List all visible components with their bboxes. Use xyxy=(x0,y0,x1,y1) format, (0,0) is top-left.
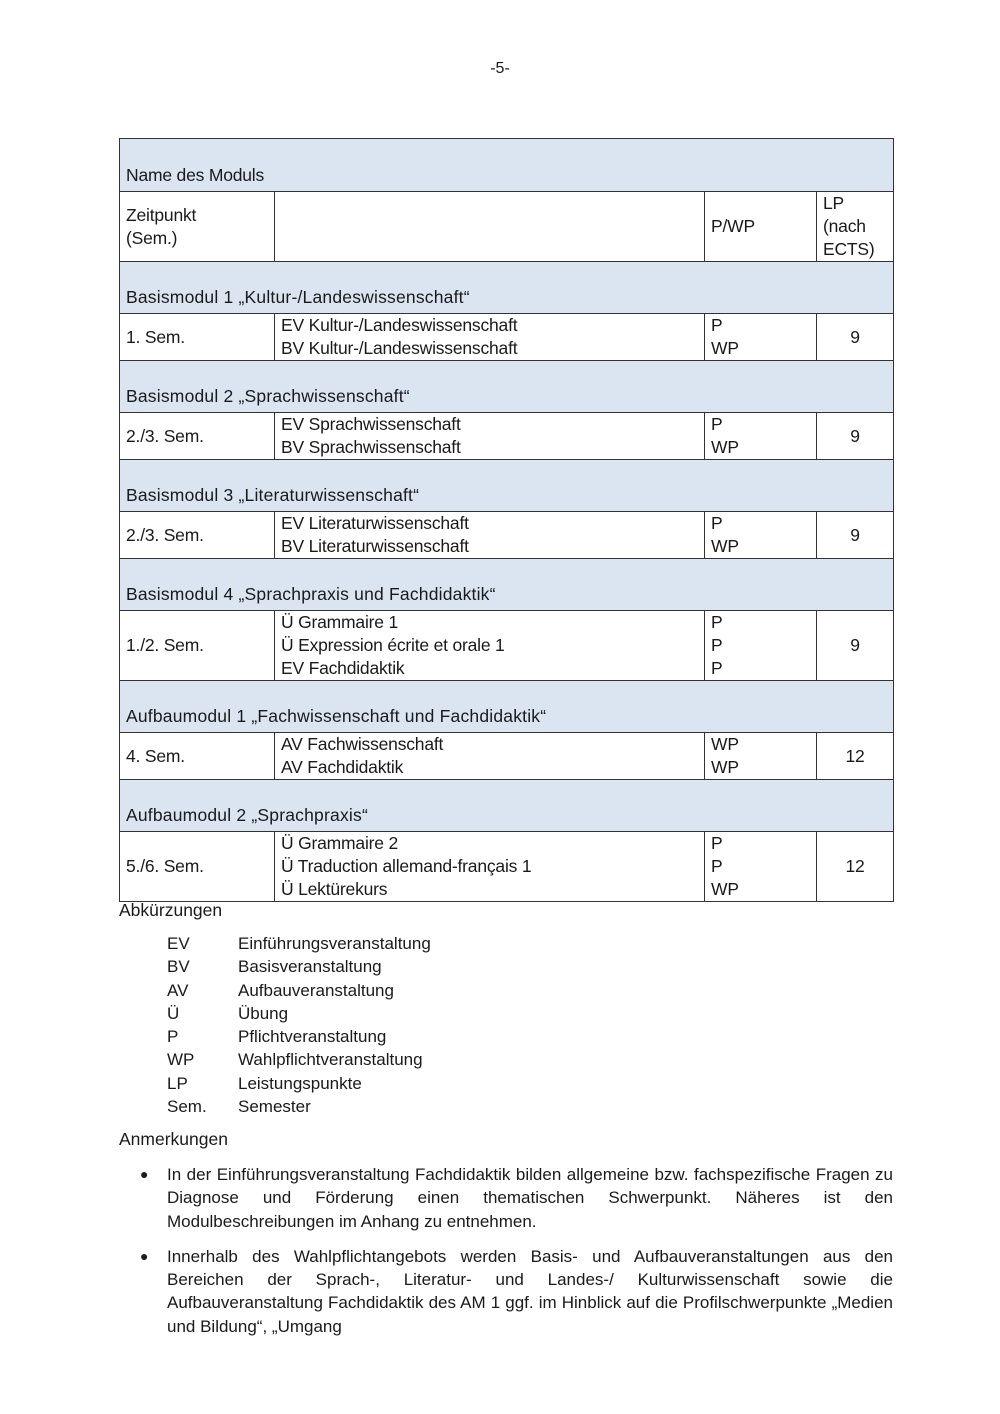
note-item xyxy=(140,1163,893,1233)
lp-header-line: (nach xyxy=(823,216,866,236)
pwp-value: P xyxy=(711,856,723,876)
module-name-header: Name des Moduls xyxy=(120,139,894,192)
abbreviation-value: Wahlpflichtveranstaltung xyxy=(238,1050,423,1070)
courses-cell xyxy=(275,733,705,780)
module-title-row xyxy=(120,780,894,832)
lp-header-line: ECTS) xyxy=(823,239,875,259)
module-table xyxy=(119,138,894,902)
course-name: BV Sprachwissenschaft xyxy=(281,437,461,457)
pwp-cell xyxy=(705,733,817,780)
semester-cell: 1./2. Sem. xyxy=(120,611,275,681)
pwp-value: WP xyxy=(711,879,739,899)
notes-heading: Anmerkungen xyxy=(119,1129,228,1149)
pwp-value: WP xyxy=(711,437,739,457)
semester-cell: 4. Sem. xyxy=(120,733,275,780)
pwp-value: P xyxy=(711,414,723,434)
lp-cell: 9 xyxy=(817,512,894,559)
abbreviation-key: EV xyxy=(167,934,190,953)
lp-column-header xyxy=(817,192,894,262)
abbreviation-row xyxy=(167,1095,431,1118)
module-title-row xyxy=(120,262,894,314)
notes-list xyxy=(140,1163,893,1350)
module-title: Basismodul 1 „Kultur-/Landeswissenschaft“ xyxy=(120,262,894,314)
bullet-icon: ● xyxy=(140,1166,149,1182)
courses-cell xyxy=(275,413,705,460)
pwp-cell xyxy=(705,611,817,681)
pwp-value: WP xyxy=(711,536,739,556)
page-number: -5- xyxy=(490,60,510,77)
table-header-columns-row xyxy=(120,192,894,262)
pwp-cell xyxy=(705,832,817,902)
lp-cell: 12 xyxy=(817,832,894,902)
abbreviation-row xyxy=(167,1025,431,1048)
module-row xyxy=(120,832,894,902)
courses-cell xyxy=(275,611,705,681)
abbreviation-row xyxy=(167,955,431,978)
abbreviation-key: BV xyxy=(167,957,190,977)
course-column-header xyxy=(275,192,705,262)
course-name: Ü Grammaire 1 xyxy=(281,612,399,632)
course-name: EV Fachdidaktik xyxy=(281,658,405,678)
bullet-icon: ● xyxy=(140,1247,149,1264)
abbreviations-heading: Abkürzungen xyxy=(119,900,223,920)
course-name: BV Literaturwissenschaft xyxy=(281,536,469,556)
pwp-value: P xyxy=(711,513,723,533)
semester-cell: 2./3. Sem. xyxy=(120,512,275,559)
course-name: Ü Traduction allemand-français 1 xyxy=(281,856,532,876)
pwp-value: P xyxy=(711,315,723,335)
pwp-cell xyxy=(705,512,817,559)
abbreviation-row xyxy=(167,1072,431,1095)
module-title-row xyxy=(120,460,894,512)
module-title-row xyxy=(120,559,894,611)
module-row xyxy=(120,733,894,780)
lp-cell: 9 xyxy=(817,314,894,361)
module-title: Aufbaumodul 2 „Sprachpraxis“ xyxy=(120,780,894,832)
course-name: BV Kultur-/Landeswissenschaft xyxy=(281,338,518,358)
pwp-value: P xyxy=(711,612,723,632)
pwp-value: P xyxy=(711,833,723,853)
note-text: Innerhalb des Wahlpflichtangebots werden Basis- und Aufbauveranstaltungen aus den Bereichen der Sprach-, Literatur- und Landes-/ Kulturwissenschaft sowie die Aufbauveranstaltung Fachdidaktik des AM 1 ggf. im Hinblick auf die Profilschwerpunkte „Medien und Bildung“, „Umgang xyxy=(167,1246,893,1336)
lp-header-line: LP xyxy=(823,193,845,213)
abbreviation-value: Basisveranstaltung xyxy=(238,957,382,977)
semester-cell: 2./3. Sem. xyxy=(120,413,275,460)
module-row xyxy=(120,611,894,681)
semester-cell: 5./6. Sem. xyxy=(120,832,275,902)
note-text: In der Einführungsveranstaltung Fachdidaktik bilden allgemeine bzw. fachspezifische Fragen zu Diagnose und Förderung einen thematischen Schwerpunkt. Näheres ist den Modulbeschreibungen im Anhang zu entnehmen. xyxy=(167,1165,893,1231)
abbreviation-key: WP xyxy=(167,1050,195,1070)
abbreviation-row xyxy=(167,1048,431,1071)
pwp-value: WP xyxy=(711,338,739,358)
module-title: Basismodul 3 „Literaturwissenschaft“ xyxy=(120,460,894,512)
abbreviation-key: AV xyxy=(167,980,189,1000)
abbreviation-key: P xyxy=(167,1027,179,1047)
course-name: Ü Grammaire 2 xyxy=(281,833,399,853)
pwp-value: WP xyxy=(711,734,739,754)
pwp-column-header: P/WP xyxy=(705,192,817,262)
module-title: Basismodul 4 „Sprachpraxis und Fachdidaktik“ xyxy=(120,559,894,611)
abbreviation-value: Semester xyxy=(238,1097,311,1117)
pwp-value: P xyxy=(711,658,723,678)
abbreviation-key: LP xyxy=(167,1073,188,1093)
abbreviations-list xyxy=(167,932,431,1118)
note-item xyxy=(140,1245,893,1338)
abbreviation-row xyxy=(167,932,431,955)
module-row xyxy=(120,413,894,460)
course-name: Ü Lektürekurs xyxy=(281,879,388,899)
abbreviation-value: Leistungspunkte xyxy=(238,1073,362,1093)
abbreviation-row xyxy=(167,979,431,1002)
abbreviation-value: Einführungsveranstaltung xyxy=(238,934,431,953)
pwp-value: WP xyxy=(711,757,739,777)
abbreviation-key: Ü xyxy=(167,1003,180,1023)
abbreviation-value: Übung xyxy=(238,1003,289,1023)
time-header-line: Zeitpunkt xyxy=(126,204,197,225)
module-title: Aufbaumodul 1 „Fachwissenschaft und Fachdidaktik“ xyxy=(120,681,894,733)
courses-cell xyxy=(275,832,705,902)
pwp-value: P xyxy=(711,635,723,655)
abbreviation-row xyxy=(167,1002,431,1025)
course-name: EV Sprachwissenschaft xyxy=(281,414,461,434)
module-row xyxy=(120,314,894,361)
course-name: AV Fachwissenschaft xyxy=(281,734,444,754)
course-name: AV Fachdidaktik xyxy=(281,757,404,777)
course-name: EV Literaturwissenschaft xyxy=(281,513,469,533)
abbreviation-key: Sem. xyxy=(167,1097,207,1117)
module-row xyxy=(120,512,894,559)
time-column-header xyxy=(120,192,275,262)
table-header-name-row xyxy=(120,139,894,192)
module-title-row xyxy=(120,361,894,413)
lp-cell: 9 xyxy=(817,611,894,681)
module-title-row xyxy=(120,681,894,733)
course-name: EV Kultur-/Landeswissenschaft xyxy=(281,315,518,335)
course-name: Ü Expression écrite et orale 1 xyxy=(281,635,505,655)
pwp-cell xyxy=(705,413,817,460)
abbreviation-value: Pflichtveranstaltung xyxy=(238,1027,387,1047)
courses-cell xyxy=(275,512,705,559)
semester-cell: 1. Sem. xyxy=(120,314,275,361)
time-header-line: (Sem.) xyxy=(126,227,178,248)
abbreviation-value: Aufbauveranstaltung xyxy=(238,980,394,1000)
courses-cell xyxy=(275,314,705,361)
pwp-cell xyxy=(705,314,817,361)
lp-cell: 12 xyxy=(817,733,894,780)
module-title: Basismodul 2 „Sprachwissenschaft“ xyxy=(120,361,894,413)
lp-cell: 9 xyxy=(817,413,894,460)
